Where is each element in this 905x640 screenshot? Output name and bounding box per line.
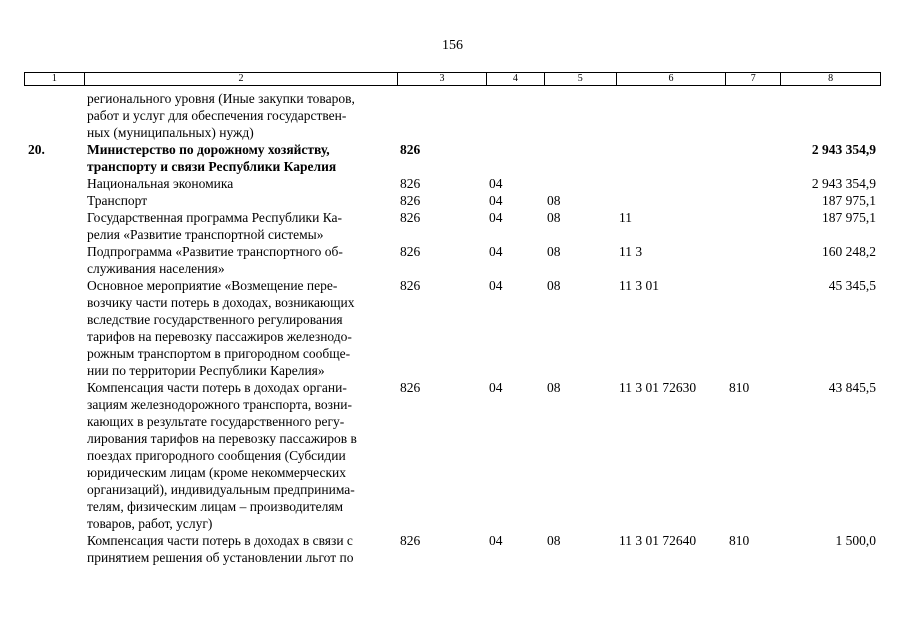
table-row xyxy=(24,379,881,532)
row-col-6: 11 xyxy=(619,210,632,225)
row-amount: 45 345,5 xyxy=(828,278,876,293)
row-col-5 xyxy=(545,141,617,175)
row-col-5: 08 xyxy=(547,244,561,259)
row-col-4: 04 xyxy=(489,380,503,395)
table-row xyxy=(24,192,881,209)
row-number xyxy=(24,277,84,379)
header-col-5: 5 xyxy=(545,73,617,85)
row-col-3: 826 xyxy=(400,142,421,157)
row-col-6: 11 3 xyxy=(619,244,643,259)
row-col-4 xyxy=(487,141,545,175)
header-col-7: 7 xyxy=(726,73,781,85)
row-col-4: 04 xyxy=(489,244,503,259)
row-col-6 xyxy=(617,175,727,192)
row-col-3: 826 xyxy=(400,278,421,293)
row-col-5: 08 xyxy=(547,380,561,395)
row-col-7 xyxy=(727,192,782,209)
row-col-6 xyxy=(617,192,727,209)
row-col-7 xyxy=(727,175,782,192)
row-number xyxy=(24,243,84,277)
row-col-6 xyxy=(617,141,727,175)
row-col-3: 826 xyxy=(400,176,421,191)
row-col-4: 04 xyxy=(489,193,503,208)
table-row xyxy=(24,175,881,192)
header-col-8: 8 xyxy=(828,73,834,84)
row-number xyxy=(24,90,84,141)
row-amount: 160 248,2 xyxy=(822,244,876,259)
row-name: Национальная экономика xyxy=(87,176,234,191)
row-col-6: 11 3 01 72640 xyxy=(619,533,697,548)
row-col-3 xyxy=(398,90,487,141)
row-col-5: 08 xyxy=(547,533,561,548)
table-row xyxy=(24,209,881,243)
header-col-4: 4 xyxy=(487,73,545,85)
row-amount: 2 943 354,9 xyxy=(811,142,876,157)
row-col-3: 826 xyxy=(400,210,421,225)
header-col-1: 1 xyxy=(25,73,85,85)
row-amount: 187 975,1 xyxy=(822,210,876,225)
row-amount: 2 943 354,9 xyxy=(811,176,876,191)
row-col-4 xyxy=(487,90,545,141)
row-col-7 xyxy=(727,243,782,277)
row-col-5 xyxy=(545,175,617,192)
row-number xyxy=(24,379,84,532)
row-col-5: 08 xyxy=(547,278,561,293)
row-amount: 187 975,1 xyxy=(822,193,876,208)
row-col-4: 04 xyxy=(489,210,503,225)
row-col-6: 11 3 01 xyxy=(619,278,659,293)
row-number xyxy=(24,532,84,566)
row-number: 20. xyxy=(28,142,45,157)
row-name: Компенсация части потерь в доходах органи- зациям железнодорожного транспорта, возни- кающих в результате государственного регу- лирования тарифов на перевозку пассажиров в поездах пригородного сообщения (Субсидии юридическим лицам (кроме некоммерческих организаций), индивидуальным предпринима- телям, физическим лицам – производителям товаров, работ, услуг) xyxy=(87,380,357,531)
row-col-7: 810 xyxy=(729,533,750,548)
row-name: Основное мероприятие «Возмещение пере- возчику части потерь в доходах, возникающих вследствие государственного регулирования тарифов на перевозку пассажиров железнодо- рожным транспортом в пригородном сообще- нии по территории Республики Карелия» xyxy=(87,278,355,378)
row-number xyxy=(24,209,84,243)
row-col-6 xyxy=(617,90,727,141)
row-name: Транспорт xyxy=(87,193,148,208)
row-col-7 xyxy=(727,209,782,243)
row-name: Компенсация части потерь в доходах в связи с принятием решения об установлении льгот по xyxy=(87,533,354,565)
table-row xyxy=(24,141,881,175)
row-col-4: 04 xyxy=(489,176,503,191)
table-row xyxy=(24,277,881,379)
page-number: 156 xyxy=(442,38,463,53)
row-col-4: 04 xyxy=(489,533,503,548)
row-col-3: 826 xyxy=(400,244,421,259)
row-col-6: 11 3 01 72630 xyxy=(619,380,697,395)
row-name: регионального уровня (Иные закупки товаров, работ и услуг для обеспечения государствен- ных (муниципальных) нужд) xyxy=(87,91,355,140)
row-amount: 43 845,5 xyxy=(828,380,876,395)
row-name: Государственная программа Республики Ка- релия «Развитие транспортной системы» xyxy=(87,210,343,242)
row-col-7 xyxy=(727,141,782,175)
row-number xyxy=(24,192,84,209)
row-amount xyxy=(782,90,881,141)
table-row xyxy=(24,243,881,277)
row-col-3: 826 xyxy=(400,193,421,208)
row-col-7 xyxy=(727,277,782,379)
row-col-3: 826 xyxy=(400,380,421,395)
row-col-5 xyxy=(545,90,617,141)
row-name: Министерство по дорожному хозяйству, транспорту и связи Республики Карелия xyxy=(87,142,337,174)
row-amount: 1 500,0 xyxy=(835,533,876,548)
header-col-6: 6 xyxy=(617,73,727,85)
header-col-2: 2 xyxy=(85,73,398,85)
table-row xyxy=(24,90,881,141)
table-body xyxy=(24,90,881,566)
row-name: Подпрограмма «Развитие транспортного об- служивания населения» xyxy=(87,244,343,276)
table-row xyxy=(24,532,881,566)
row-col-4: 04 xyxy=(489,278,503,293)
row-col-7: 810 xyxy=(729,380,750,395)
row-col-7 xyxy=(727,90,782,141)
row-number xyxy=(24,175,84,192)
table-header xyxy=(24,72,881,86)
row-col-5: 08 xyxy=(547,193,561,208)
row-col-3: 826 xyxy=(400,533,421,548)
header-col-3: 3 xyxy=(398,73,487,85)
row-col-5: 08 xyxy=(547,210,561,225)
